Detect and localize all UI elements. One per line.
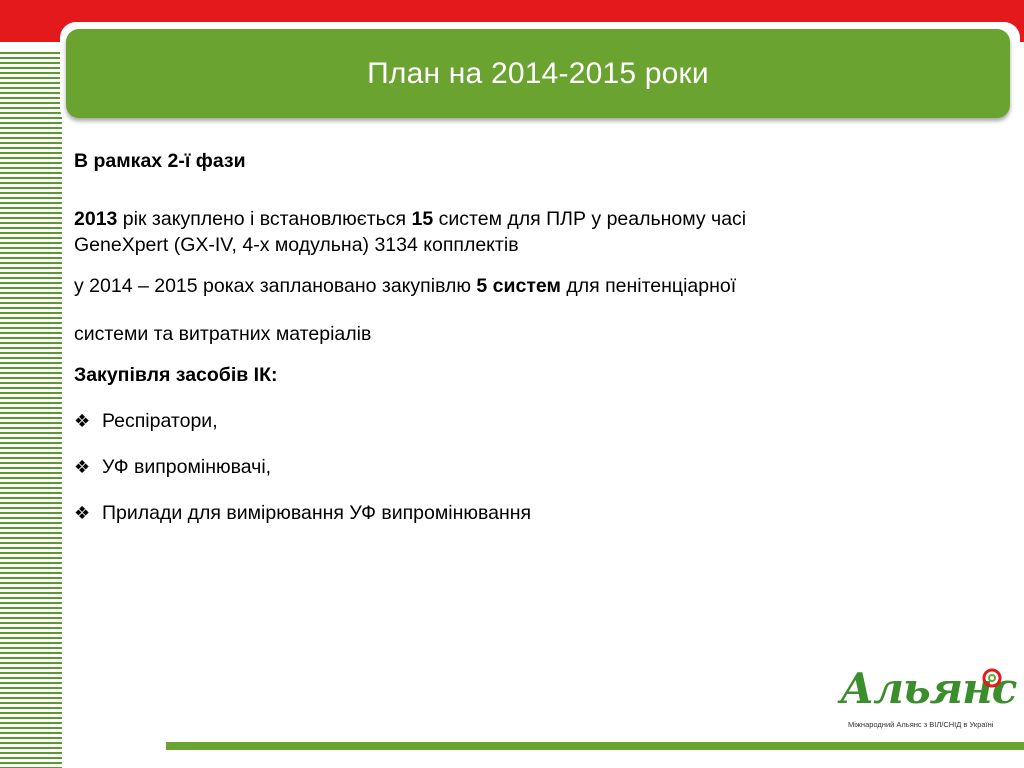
phase-heading: В рамках 2-ї фази [74,150,246,172]
year-2013: 2013 [74,208,118,230]
five-systems: 5 систем [476,275,561,297]
genexpert-line: GeneXpert (GX-IV, 4-х модульна) 3134 копплектів [74,234,519,256]
slide-title: План на 2014-2015 роки [367,56,709,90]
bullet-diamond-icon: ❖ [74,411,91,431]
list-item: ❖ Респіратори, [74,410,218,432]
bullet-diamond-icon: ❖ [74,503,91,523]
paragraph-2014-2015: у 2014 – 2015 роках заплановано закупівлю 5 систем для пенітенціарної системи та витратних матеріалів [74,275,737,345]
list-item: ❖ УФ випромінювачі, [74,456,272,478]
materials-line: системи та витратних матеріалів [74,323,372,345]
bottom-green-line [166,742,1024,750]
title-bar [66,29,1010,118]
logo-subtitle: Міжнародний Альянс з ВІЛ/СНІД в Україні [848,720,994,729]
paragraph-2013: 2013 рік закуплено і встановлюється 15 систем для ПЛР у реальному часі GeneXpert (GX-IV, 4-х модульна) 3134 копплектів [74,208,747,256]
ic-heading: Закупівля засобів ІК: [74,364,278,386]
alliance-logo [840,664,1017,736]
systems-count: 15 [411,208,434,230]
ribbon-icon [980,666,1004,696]
slide-content [74,148,1004,526]
left-stripe-decoration [0,52,62,768]
list-item: ❖ Прилади для вимірювання УФ випромінювання [74,502,532,524]
logo-wordmark: Альянс [840,664,1017,713]
bullet-diamond-icon: ❖ [74,457,91,477]
